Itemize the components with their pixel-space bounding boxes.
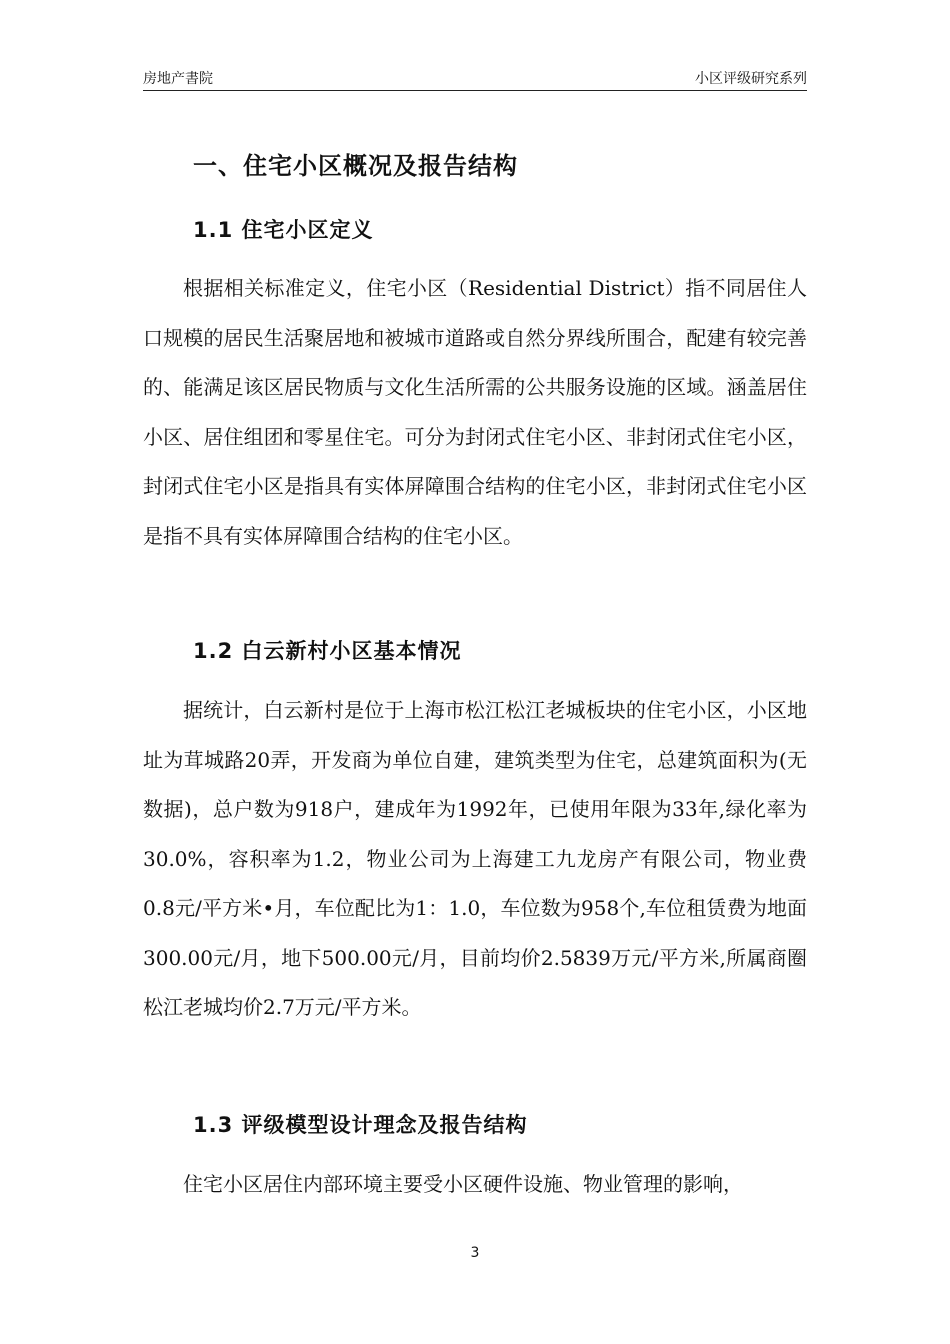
page-number: 3 — [470, 1245, 480, 1261]
section-paragraph-1-1: 根据相关标准定义，住宅小区（Residential District）指不同居住人口规模的居民生活聚居地和被城市道路或自然分界线所围合，配建有较完善的、能满足该区居民物质与文化生活所需的公共服务设施的区域。涵盖居住小区、居住组团和零星住宅。可分为封闭式住宅小区、非封闭式住宅小区，封闭式住宅小区是指具有实体屏障围合结构的住宅小区，非封闭式住宅小区是指不具有实体屏障围合结构的住宅小区。 — [143, 276, 807, 548]
page-header — [143, 68, 807, 91]
section-heading-1-1: 1.1 住宅小区定义 — [193, 218, 374, 242]
header-series: 小区评级研究系列 — [695, 71, 807, 87]
header-publisher: 房地产書院 — [143, 71, 213, 87]
section-paragraph-1-3: 住宅小区居住内部环境主要受小区硬件设施、物业管理的影响， — [183, 1172, 743, 1196]
section-heading-1-3: 1.3 评级模型设计理念及报告结构 — [193, 1113, 528, 1137]
section-paragraph-1-2: 据统计，白云新村是位于上海市松江松江老城板块的住宅小区，小区地址为茸城路20弄，开发商为单位自建，建筑类型为住宅，总建筑面积为(无数据)，总户数为918户，建成年为1992年，已使用年限为33年,绿化率为30.0%，容积率为1.2，物业公司为上海建工九龙房产有限公司，物业费0.8元/平方米•月，车位配比为1：1.0，车位数为958个,车位租赁费为地面300.00元/月，地下500.00元/月，目前均价2.5839万元/平方米,所属商圈松江老城均价2.7万元/平方米。 — [143, 698, 807, 1019]
section-heading-1-2: 1.2 白云新村小区基本情况 — [193, 639, 462, 663]
chapter-title: 一、住宅小区概况及报告结构 — [193, 152, 518, 180]
